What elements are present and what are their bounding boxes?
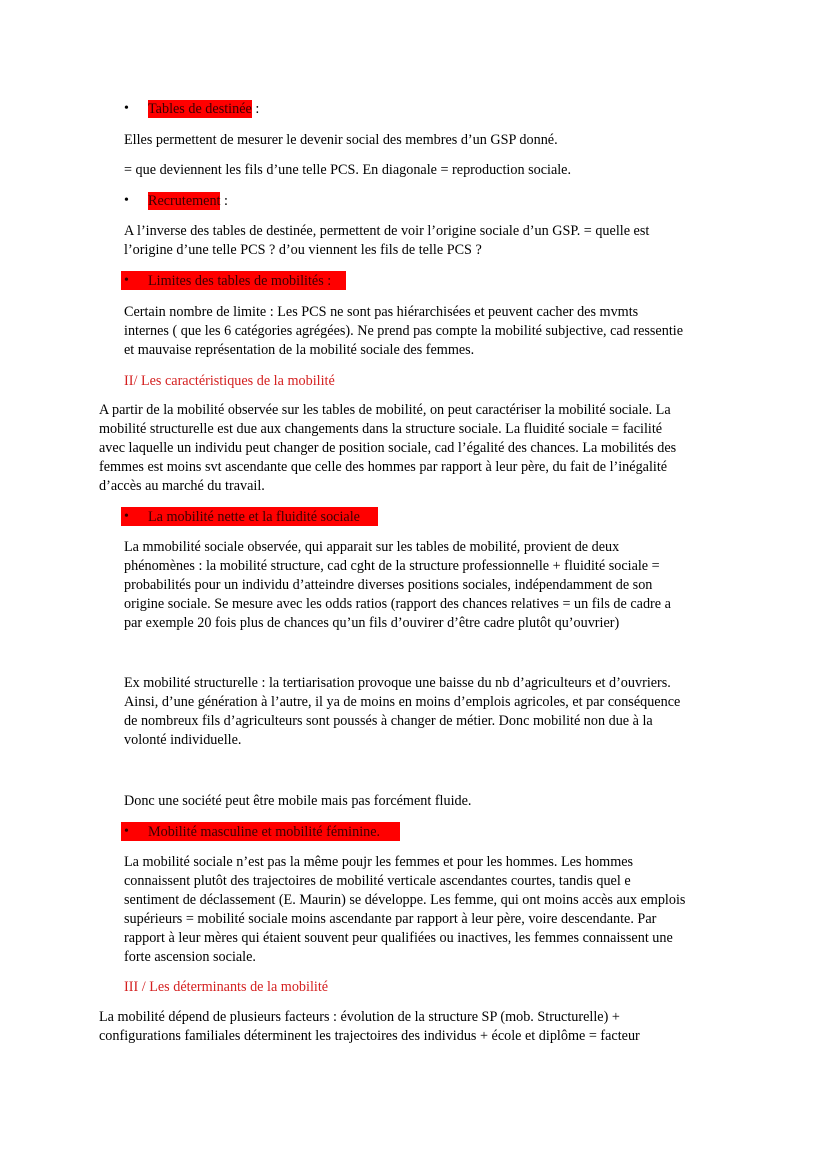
paragraph-line: Donc une société peut être mobile mais pas forcément fluide.: [124, 793, 472, 809]
paragraph-line: par exemple 20 fois plus de chances qu’un fils d’ouvirer d’être cadre plutôt qu’ouvrier): [124, 615, 620, 631]
paragraph-line: A partir de la mobilité observée sur les tables de mobilité, on peut caractériser la mobilité sociale. La: [99, 402, 671, 418]
paragraph-line: d’accès au marché du travail.: [99, 478, 265, 494]
paragraph-line: et mauvaise représentation de la mobilité sociale des femmes.: [124, 342, 475, 358]
paragraph-line: mobilité structurelle est due aux changements dans la structure sociale. La fluidité sociale = facilité: [99, 421, 663, 437]
paragraph-line: Ex mobilité structurelle : la tertiarisation provoque une baisse du nb d’agriculteurs et d’ouvriers.: [124, 675, 671, 691]
heading-limites: Limites des tables de mobilités :: [148, 273, 332, 289]
bullet: •: [124, 824, 129, 839]
bullet: •: [124, 101, 129, 116]
paragraph-line: La mobilité sociale n’est pas la même poujr les femmes et pour les hommes. Les hommes: [124, 854, 634, 870]
paragraph-line: origine sociale. Se mesure avec les odds ratios (rapport des chances relatives = un fils de cadre a: [124, 596, 671, 612]
paragraph-line: l’origine d’une telle PCS ? d’ou viennent les fils de telle PCS ?: [124, 242, 482, 258]
paragraph-line: de nombreux fils d’agriculteurs sont poussés à changer de métier. Donc mobilité non due à la: [124, 713, 653, 729]
heading-mobilite-masculine: Mobilité masculine et mobilité féminine.: [148, 824, 381, 840]
paragraph-line: Ainsi, d’une génération à l’autre, il ya de moins en moins d’emplois agricoles, et par conséquence: [124, 694, 681, 710]
paragraph-line: probabilités pour un individu d’atteindre diverses positions sociales, indépendamment de son: [124, 577, 653, 593]
paragraph-line: Elles permettent de mesurer le devenir social des membres d’un GSP donné.: [124, 132, 558, 148]
section-title-part-2: II/ Les caractéristiques de la mobilité: [124, 373, 335, 389]
paragraph-line: phénomènes : la mobilité structure, cad cght de la structure professionnelle + fluidité sociale =: [124, 558, 660, 574]
paragraph-line: femmes est moins svt ascendante que celle des hommes par rapport à leur père, du fait de l’inégalité: [99, 459, 668, 475]
paragraph-line: volonté individuelle.: [124, 732, 242, 748]
paragraph-line: rapport à leur mères qui étaient souvent peur qualifiées ou inactives, les femmes connaissent une: [124, 930, 673, 946]
bullet: •: [124, 273, 129, 288]
paragraph-line: connaissent plutôt des trajectoires de mobilité verticale ascendantes courtes, tandis quel e: [124, 873, 631, 889]
paragraph-line: internes ( que les 6 catégories agrégées). Ne prend pas compte la mobilité subjective, cad ressentie: [124, 323, 684, 339]
bullet: •: [124, 509, 129, 524]
paragraph-line: La mmobilité sociale observée, qui apparait sur les tables de mobilité, provient de deux: [124, 539, 620, 555]
paragraph-line: La mobilité dépend de plusieurs facteurs : évolution de la structure SP (mob. Structurelle) +: [99, 1009, 620, 1025]
paragraph-line: avec laquelle un individu peut changer de position sociale, cad l’égalité des chances. La mobilités des: [99, 440, 677, 456]
bullet: •: [124, 193, 129, 208]
heading-recrutement: Recrutement :: [148, 193, 228, 209]
paragraph-line: = que deviennent les fils d’une telle PCS. En diagonale = reproduction sociale.: [124, 162, 572, 178]
paragraph-line: sentiment de déclassement (E. Maurin) se développe. Les femme, qui ont moins accès aux emplois: [124, 892, 686, 908]
paragraph-line: A l’inverse des tables de destinée, permettent de voir l’origine sociale d’un GSP. = quelle est: [124, 223, 650, 239]
paragraph-line: supérieurs = mobilité sociale moins ascendante par rapport à leur père, voire descendante. Par: [124, 911, 657, 927]
section-title-part-3: III / Les déterminants de la mobilité: [124, 979, 329, 995]
paragraph-line: Certain nombre de limite : Les PCS ne sont pas hiérarchisées et peuvent cacher des mvmts: [124, 304, 639, 320]
paragraph-line: forte ascension sociale.: [124, 949, 256, 965]
heading-tables-de-destinee: Tables de destinée :: [148, 101, 260, 117]
heading-mobilite-nette: La mobilité nette et la fluidité sociale: [148, 509, 360, 525]
paragraph-line: configurations familiales déterminent les trajectoires des individus + école et diplôme = facteur: [99, 1028, 640, 1044]
